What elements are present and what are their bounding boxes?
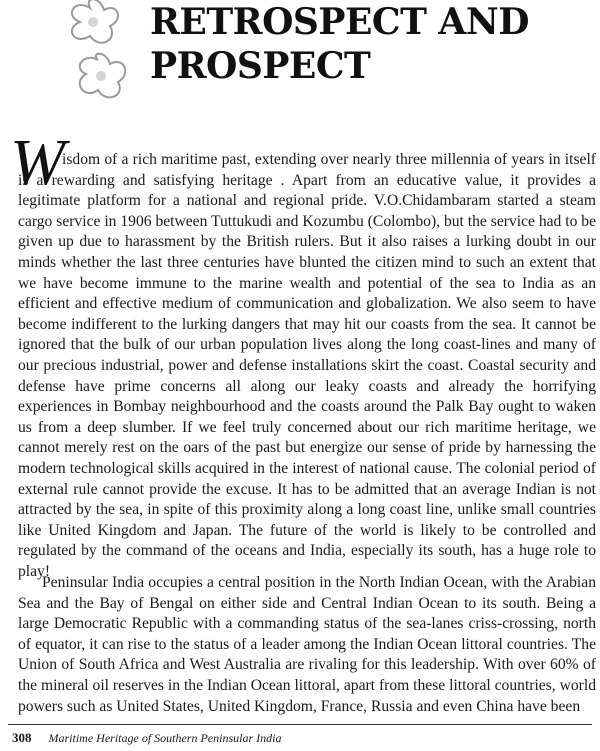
title-line-2: PROSPECT [150,45,371,87]
title-line-1: RETROSPECT AND [150,1,529,43]
footer-rule [8,724,592,725]
paragraph-1 [18,150,596,582]
paragraph-2: Peninsular India occupies a central position in the North Indian Ocean, with the Arabian Sea and the Bay of Bengal on either side and Central Indian Ocean to its south. Being a large Democratic Republic with a commanding status of the sea-lanes criss-crossing, north of equator, it can rise to the status of a leader among the Indian Ocean littoral countries. The Union of South Africa and West Australia are rivaling for this leadership. With over 60% of the mineral oil reserves in the Indian Ocean littoral, apart from these littoral countries, world powers such as United States, United Kingdom, France, Russia and even China have been [18,574,596,715]
page-title [150,0,529,88]
page-number: 308 [12,730,32,745]
running-title: Maritime Heritage of Southern Peninsular India [48,731,282,745]
page-footer [12,731,281,745]
paragraph-1-text: isdom of a rich maritime past, extending over nearly three millennia of years in itself is a rewarding and satisfying heritage . Apart from an educative value, it provides a legitimate platform for a national and regional pride. V.O.Chidambaram started a steam cargo service in 1906 between Tuttukudi and Kozumbu (Colombo), but the service had to be given up due to harassment by the British rulers. But it also raises a lurking doubt in our minds whether the last three centuries have blunted the citizen mind to such an extent that we have become immune to the marine wealth and potential of the sea to India as an efficient and effective medium of communication and globalization. We also seem to have become indifferent to the lurking dangers that may hit our coasts from the sea. It cannot be ignored that the bulk of our urban population lives along the long coast-lines and many of our precious industrial, power and defense installations skirt the coast. Coastal security and defense have prime concerns all along our leaky coasts and already the horrifying experiences in Bombay neighbourhood and the coasts around the Palk Bay ought to waken us from a deep slumber. If we feel truly concerned about our rich maritime heritage, we cannot merely rest on the oars of the past but energize our sense of pride by harnessing the modern technological skills acquired in the interest of national cause. The colonial period of external rule cannot provide the excuse. It has to be admitted that an average Indian is not attracted by the sea, in spite of this proximity along a long coast line, unlike small countries like United Kingdom and Japan. The future of the world is likely to be controlled and regulated by the command of the oceans and India, especially its south, has a huge role to play! [18,151,596,580]
drop-cap: W [10,126,65,199]
